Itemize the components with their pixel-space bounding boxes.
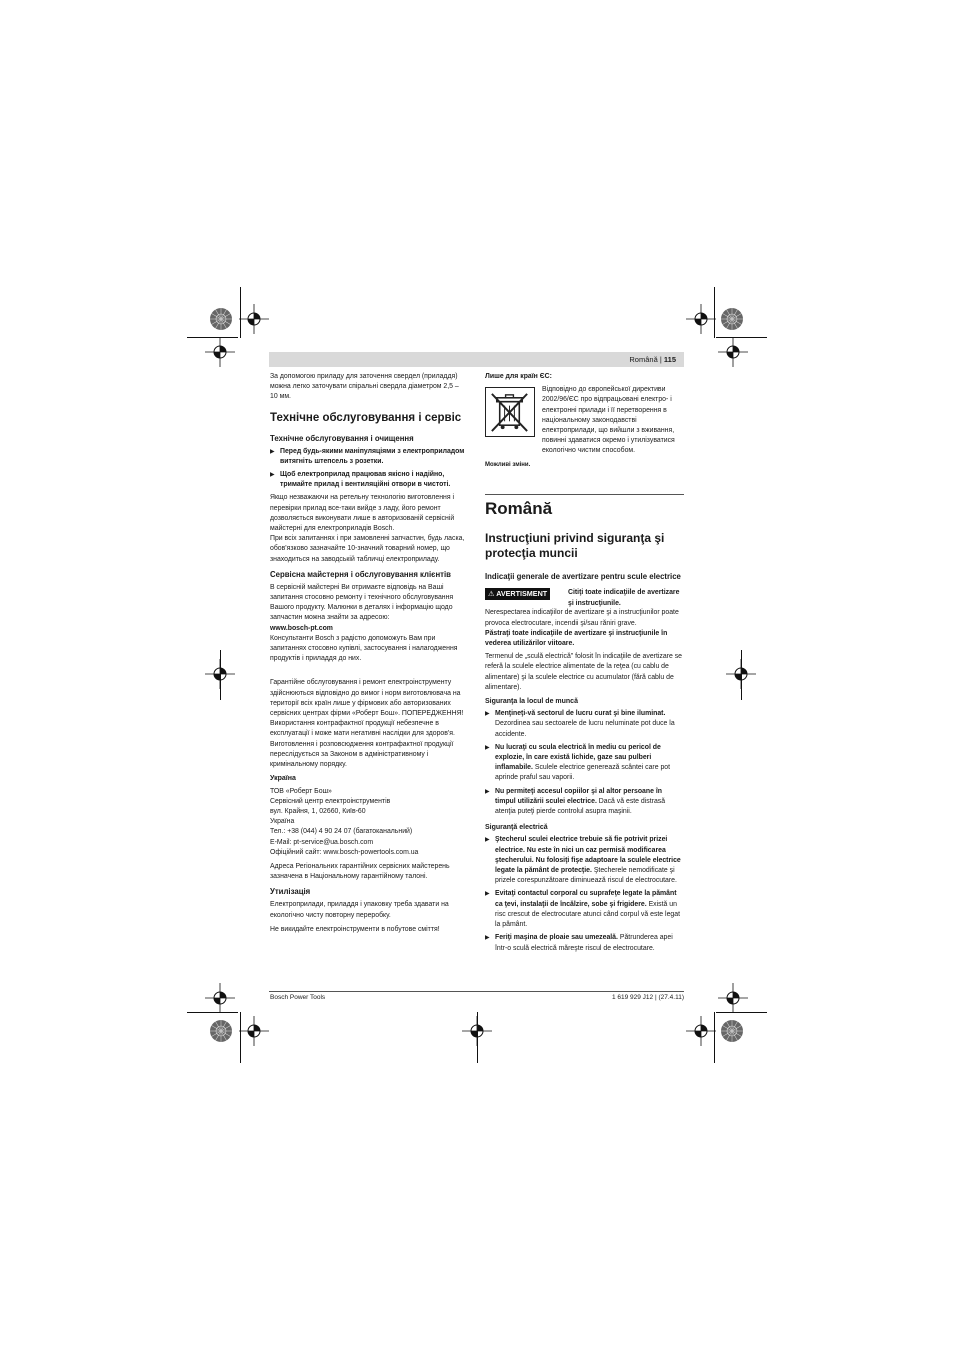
power-tool-term: Termenul de „sculă electrică" folosit în indicaţiile de avertizare se referă la sculele electrice alimentate de la reţea (cu cablu de alimentare) şi la sculele electrice cu acumulator (fără cablu de alimentare). [485, 653, 683, 691]
keep-instructions: Păstraţi toate indicaţiile de avertizare şi instrucţiunile în vederea utilizărilor viitoare. [485, 629, 668, 648]
crop-line [477, 1012, 478, 1063]
heading-general-warnings: Indicaţii generale de avertizare pentru scule electrice [485, 572, 681, 582]
work-bullet-text: Sculele electrice generează scântei care pot aprinde praful sau vaporii. [495, 764, 671, 782]
disposal-text: Електроприлади, приладдя і упаковку треба здавати на екологічно чисту повторну переробку. [270, 901, 449, 919]
registration-mark-icon [686, 1016, 716, 1046]
address-block [270, 787, 468, 858]
bullet-unplug: ▶ Перед будь-якими маніпуляціями з електроприладом витягніть штепсель з розетки. [270, 447, 468, 467]
address-line: E-Mail: pt-service@ua.bosch.com [270, 838, 374, 846]
workshop-text: В сервісній майстерні Ви отримаєте відповідь на Ваші запитання стосовно ремонту і технічного обслуговування Вашого продукту. Малюнки в деталях і інформацію щодо запчастин можна знайти за адресою: [270, 583, 454, 622]
bosch-url[interactable]: www.bosch-pt.com [270, 624, 333, 632]
weee-block [485, 385, 684, 460]
left-column [270, 372, 468, 939]
footer-rule [269, 991, 684, 992]
address-line: вул. Крайня, 1, 02660, Київ-60 [270, 807, 366, 815]
warning-badge [485, 588, 550, 600]
electrical-bullet [485, 889, 684, 930]
heading-service: Технічне обслуговування і сервіс [270, 411, 462, 424]
registration-mark-icon [718, 983, 748, 1013]
work-bullet [485, 709, 684, 740]
eu-only-label: Лише для країн ЄС: [485, 373, 552, 380]
address-line: Сервісний центр електроінструментів [270, 797, 391, 805]
registration-mark-icon [239, 304, 269, 334]
electrical-bullet-bold: Feriţi maşina de ploaie sau umezeală. [495, 934, 618, 942]
heading-workshop: Сервісна майстерня і обслуговування клієнтів [270, 569, 451, 579]
consultants-text: Консультанти Bosch з радістю допоможуть Вам при запитаннях стосовно купівлі, застосування і налагодження продуктів і приладдя до них. [270, 634, 458, 663]
warranty-text: Гарантійне обслуговування і ремонт електроінструменту здійснюються відповідно до вимог і норм виготовлювача на території всіх країн лише у фірмових або авторизованих сервісних центрах фірми «Роберт Бош». ПОПЕРЕДЖЕННЯ! Використання контрафактної продукції небезпечне в експлуатації і може мати негативні наслідки для здоров'я. Виготовлення і розповсюдження контрафактної продукції переслідується за Законом в адміністративному і кримінальному порядку. [270, 679, 464, 769]
crop-line [187, 337, 238, 338]
header-text [629, 352, 684, 367]
repair-text: Якщо незважаючи на ретельну технологію виготовлення і перевірки прилад все-таки вийде з ладу, його ремонт дозволяється виконувати лише в авторизованій сервісній майстерні для електроприладів Bosch. [270, 494, 455, 533]
weee-text: Відповідно до європейської директиви 2002/96/ЄС про відпрацьовані електро- і електронні прилади і її перетворення в національному законодавстві електроприлади, що вийшли з вживання, повинні здаватися окремо і утилізуватися екологічно чистим способом. [542, 386, 675, 455]
electrical-bullet [485, 835, 684, 886]
electrical-bullet [485, 933, 684, 953]
crop-line [716, 1012, 767, 1013]
heading-electrical: Siguranţă electrică [485, 824, 548, 832]
address-line: Тел.: +38 (044) 4 90 24 07 (багатоканальний) [270, 828, 413, 836]
warning-triangle-icon: ⚠ [488, 589, 495, 599]
crop-line [714, 287, 715, 338]
page-number: 115 [663, 355, 676, 364]
heading-work-area: Siguranţa la locul de muncă [485, 698, 578, 706]
work-bullet-text: Dezordinea sau sectoarele de lucru neluminate pot duce la accidente. [495, 720, 675, 738]
crop-line [187, 1012, 238, 1013]
registration-mark-icon [718, 337, 748, 367]
right-column [485, 372, 684, 957]
registration-target-icon [720, 1019, 744, 1043]
intro-text: За допомогою приладу для заточення свердел (приладдя) можна легко заточувати спіральні свердла діаметром 2,5 – 10 мм. [270, 373, 459, 401]
heading-romana: Română [485, 499, 553, 519]
warning-badge-label: AVERTISMENT [496, 589, 548, 599]
warning-row [485, 588, 684, 608]
work-bullet-bold: Menţineţi-vă sectorul de lucru curat şi bine iluminat. [495, 710, 666, 718]
spare-parts-text: При всіх запитаннях і при замовленні запчастин, будь ласка, обов'язково зазначайте 10-значний товарний номер, що знаходиться на заводській табличці електроприладу. [270, 535, 465, 563]
work-bullet-bold: Nu permiteţi accesul copiilor şi al altor persoane în timpul utilizării sculei electrice. [495, 787, 662, 805]
regional-text: Адреса Регіональних гарантійних сервісних майстерень зазначена в Національному гарантійному талоні. [270, 862, 450, 881]
changes-note: Можливі зміни. [485, 462, 531, 469]
warning-consequence: Nerespectarea indicaţiilor de avertizare şi a instrucţiunilor poate provoca electrocutare, incendii şi/sau răniri grave. [485, 609, 679, 627]
section-divider [485, 494, 684, 497]
crop-line [240, 1012, 241, 1063]
warning-text: Citiţi toate indicaţiile de avertizare şi instrucţiunile. [568, 589, 680, 607]
bullet-clean: ▶ Щоб електроприлад працював якісно і надійно, тримайте прилад і вентиляційні отвори в чистоті. [270, 470, 468, 490]
crossed-out-bin-icon [485, 387, 535, 437]
heading-disposal: Утилізація [270, 887, 311, 897]
crop-line [716, 337, 767, 338]
work-bullet-bold: Nu lucraţi cu scula electrică în mediu cu pericol de explozie, în care există lichide, gaze sau pulberi inflamabile. [495, 743, 661, 772]
heading-maintenance: Технічне обслуговування і очищення [270, 433, 414, 443]
footer-right: 1 619 929 J12 | (27.4.11) [611, 994, 684, 1001]
registration-mark-icon [686, 304, 716, 334]
crop-line [741, 650, 742, 700]
address-line: Україна [270, 818, 295, 826]
address-line: Офіційний сайт: www.bosch-powertools.com.ua [270, 848, 419, 856]
work-bullet [485, 787, 684, 818]
crop-line [240, 287, 241, 338]
page-header [269, 352, 684, 367]
work-bullet-text: Dacă vă este distrasă atenţia puteţi pierde controlul asupra maşinii. [495, 797, 666, 816]
footer-left: Bosch Power Tools [270, 994, 326, 1001]
electrical-bullet-text: Ştecherele nemodificate şi prizele corespunzătoare diminuează riscul de electrocutare. [495, 867, 677, 885]
registration-target-icon [720, 307, 744, 331]
electrical-bullet-bold: Evitaţi contactul corporal cu suprafeţe legate la pământ ca ţevi, instalaţii de încălzire, sobe şi frigidere. [495, 890, 677, 908]
crop-line [714, 1012, 715, 1063]
registration-target-icon [209, 307, 233, 331]
registration-mark-icon [239, 1016, 269, 1046]
crop-line [220, 650, 221, 700]
registration-mark-icon [205, 983, 235, 1013]
address-line: ТОВ «Роберт Бош» [270, 787, 332, 795]
disposal-warning: Не викидайте електроінструменти в побутове сміття! [270, 925, 440, 933]
header-separator: | [659, 355, 662, 364]
registration-mark-icon [205, 337, 235, 367]
work-bullet [485, 743, 684, 784]
header-lang: Română [629, 355, 658, 364]
electrical-bullet-text: Există un risc crescut de electrocutare atunci când corpul vă este legat la pământ. [495, 900, 680, 929]
electrical-bullet-text: Pătrunderea apei într-o sculă electrică măreşte riscul de electrocutare. [495, 934, 673, 952]
heading-instructions: Instrucţiuni privind siguranţa şi protecţia muncii [485, 531, 665, 561]
registration-target-icon [209, 1019, 233, 1043]
electrical-bullet-bold: Ştecherul sculei electrice trebuie să fie potrivit prizei electrice. Nu este în nici un caz permisă modificarea ştecherului. Nu folosiţi fişe adaptoare la sculele electrice legate la pământ de protecţie. [495, 836, 681, 875]
country-ukraine: Україна [270, 775, 296, 783]
